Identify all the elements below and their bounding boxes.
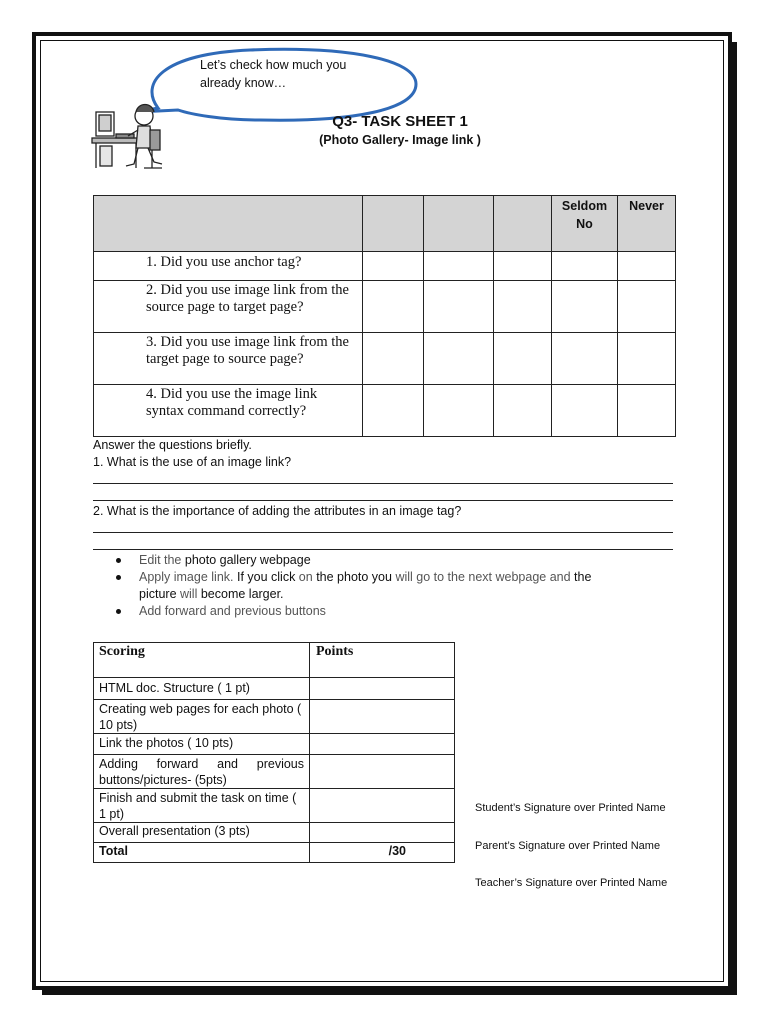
column-header-scoring: Scoring [94, 643, 310, 678]
page-title: Q3- TASK SHEET 1 [332, 113, 468, 130]
table-row [94, 789, 455, 823]
answer-line[interactable] [93, 532, 673, 533]
answer-cell[interactable] [552, 281, 618, 333]
task-text: Edit the [139, 553, 185, 567]
speech-bubble-text: Let’s check how much you already know… [200, 58, 347, 90]
criterion: HTML doc. Structure ( 1 pt) [94, 678, 310, 700]
answer-cell[interactable] [494, 333, 552, 385]
answer-question-1: 1. What is the use of an image link? [93, 455, 292, 469]
answer-cell[interactable] [552, 333, 618, 385]
question-4: 4. Did you use the image link syntax command correctly? [94, 385, 363, 437]
table-row [94, 734, 455, 755]
list-item [113, 603, 673, 620]
task-text: picture [139, 587, 180, 601]
table-row [94, 252, 676, 281]
page-border-shadow-right [732, 42, 737, 994]
column-header-seldom: Seldom No [552, 196, 618, 252]
table-row [94, 823, 455, 843]
criterion: Adding forward and previous buttons/pictures- (5pts) [94, 755, 310, 789]
task-text: will [180, 587, 201, 601]
student-at-computer-icon [92, 105, 162, 169]
task-text: will go to the next webpage and [395, 570, 575, 584]
task-text: the [574, 570, 592, 584]
self-assessment-table [93, 195, 676, 437]
answer-cell[interactable] [494, 385, 552, 437]
task-text: Apply image link. [139, 570, 237, 584]
table-row [94, 678, 455, 700]
question-3: 3. Did you use image link from the target page to source page? [94, 333, 363, 385]
list-item [113, 552, 673, 569]
teacher-signature-label: Teacher’s Signature over Printed Name [475, 877, 668, 889]
answer-cell[interactable] [424, 252, 494, 281]
task-text: the [316, 570, 338, 584]
table-header-row [94, 643, 455, 678]
points-cell[interactable] [310, 823, 455, 843]
criterion: Link the photos ( 10 pts) [94, 734, 310, 755]
points-cell[interactable] [310, 700, 455, 734]
page-subtitle: (Photo Gallery- Image link ) [319, 133, 481, 147]
task-text: photo you [337, 570, 396, 584]
table-row [94, 700, 455, 734]
points-cell[interactable] [310, 755, 455, 789]
answer-cell[interactable] [424, 333, 494, 385]
column-header [363, 196, 424, 252]
task-list [113, 552, 673, 620]
answer-cell[interactable] [363, 385, 424, 437]
student-signature-label: Student’s Signature over Printed Name [475, 802, 666, 814]
answer-cell[interactable] [363, 333, 424, 385]
column-header-points: Points [310, 643, 455, 678]
points-cell[interactable] [310, 789, 455, 823]
answer-cell[interactable] [494, 252, 552, 281]
answer-question-2: 2. What is the importance of adding the attributes in an image tag? [93, 504, 462, 518]
task-text: become larger. [200, 587, 284, 601]
table-header-row [94, 196, 676, 252]
list-item [113, 569, 673, 603]
answer-cell[interactable] [618, 281, 676, 333]
table-row [94, 755, 455, 789]
column-header [424, 196, 494, 252]
points-cell[interactable] [310, 734, 455, 755]
answer-cell[interactable] [424, 281, 494, 333]
answer-line[interactable] [93, 483, 673, 484]
task-text: If you click [236, 570, 299, 584]
column-header [94, 196, 363, 252]
answer-line[interactable] [93, 500, 673, 501]
answer-cell[interactable] [552, 385, 618, 437]
parent-signature-label: Parent’s Signature over Printed Name [475, 840, 661, 852]
total-points: /30 [310, 843, 455, 863]
column-header [494, 196, 552, 252]
table-row [94, 281, 676, 333]
answer-cell[interactable] [618, 333, 676, 385]
question-2: 2. Did you use image link from the source page to target page? [94, 281, 363, 333]
answer-cell[interactable] [363, 281, 424, 333]
table-row-total [94, 843, 455, 863]
question-1: 1. Did you use anchor tag? [94, 252, 363, 281]
criterion: Creating web pages for each photo ( 10 pts) [94, 700, 310, 734]
answer-cell[interactable] [363, 252, 424, 281]
task-text: Add forward and previous buttons [139, 604, 326, 618]
page-border-shadow-bottom [42, 990, 737, 995]
answer-line[interactable] [93, 549, 673, 550]
criterion: Finish and submit the task on time ( 1 pt) [94, 789, 310, 823]
table-row [94, 385, 676, 437]
answer-intro: Answer the questions briefly. [93, 438, 252, 452]
answer-cell[interactable] [618, 385, 676, 437]
table-row [94, 333, 676, 385]
scoring-table [93, 642, 455, 863]
total-label: Total [94, 843, 310, 863]
task-text: photo gallery webpage [184, 553, 311, 567]
answer-cell[interactable] [494, 281, 552, 333]
task-text: on [298, 570, 317, 584]
answer-cell[interactable] [618, 252, 676, 281]
points-cell[interactable] [310, 678, 455, 700]
criterion: Overall presentation (3 pts) [94, 823, 310, 843]
answer-cell[interactable] [552, 252, 618, 281]
answer-cell[interactable] [424, 385, 494, 437]
column-header-never: Never [618, 196, 676, 252]
